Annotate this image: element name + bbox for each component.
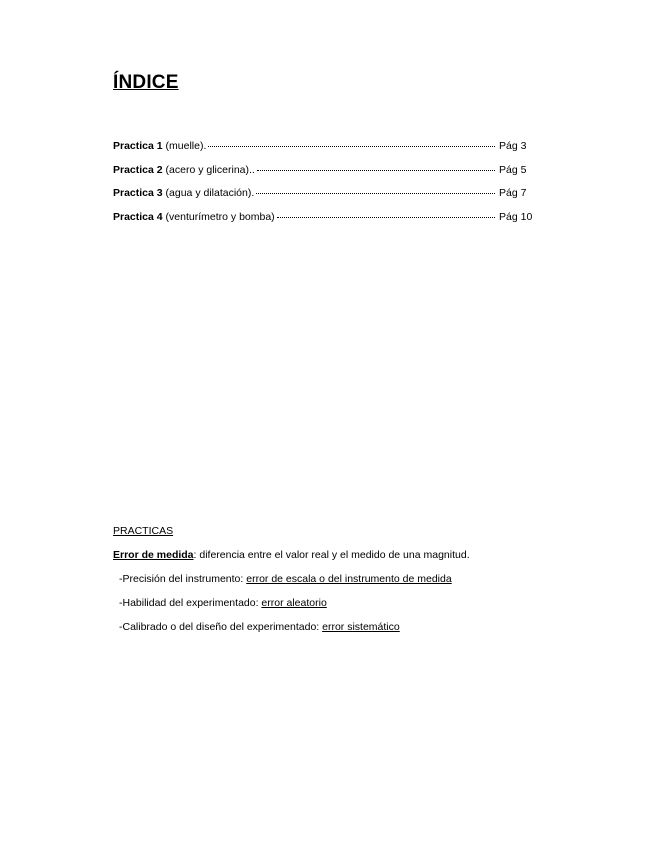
toc-entry-page: Pág 3 <box>499 140 527 152</box>
error-item-1 <box>113 572 573 596</box>
toc-entry-detail: (agua y dilatación). <box>162 187 255 199</box>
toc-entry-3 <box>113 187 533 211</box>
error-item-prefix: -Calibrado o del diseño del experimentado: <box>119 621 323 633</box>
error-definition-text: : diferencia entre el valor real y el medido de una magnitud. <box>193 549 470 561</box>
toc-entry-detail: (venturímetro y bomba) <box>162 210 275 223</box>
error-item-term: error sistemático <box>322 621 400 633</box>
toc-entry-label <box>113 211 275 223</box>
toc-leader-dots <box>256 193 495 194</box>
toc-entry-1 <box>113 140 533 164</box>
toc-entry-page: Pág 5 <box>499 163 527 176</box>
toc-entry-title: Practica 2 <box>113 163 163 176</box>
error-item-term: error de escala o del instrumento de medida <box>246 573 452 585</box>
toc-leader-dots <box>208 146 495 147</box>
table-of-contents <box>113 140 533 234</box>
toc-entry-detail: (muelle). <box>162 140 207 152</box>
error-item-prefix: -Habilidad del experimentado: <box>119 597 262 609</box>
error-item-term: error aleatorio <box>261 597 327 609</box>
toc-entry-title: Practica 3 <box>113 187 163 199</box>
toc-entry-4 <box>113 211 533 235</box>
practicas-section <box>113 524 573 644</box>
toc-entry-label <box>113 140 206 152</box>
error-item-2 <box>113 596 573 620</box>
toc-leader-dots <box>257 170 495 171</box>
toc-entry-page: Pág 7 <box>499 187 527 199</box>
section-heading: PRACTICAS <box>113 525 174 537</box>
toc-entry-label <box>113 164 255 176</box>
toc-entry-label <box>113 187 254 199</box>
error-item-prefix: -Precisión del instrumento: <box>119 573 247 585</box>
error-item-3 <box>113 620 573 644</box>
toc-entry-detail: (acero y glicerina).. <box>162 163 255 176</box>
error-definition <box>113 548 573 572</box>
toc-entry-title: Practica 1 <box>113 140 163 152</box>
toc-leader-dots <box>277 217 495 218</box>
toc-entry-title: Practica 4 <box>113 210 163 223</box>
toc-entry-2 <box>113 164 533 188</box>
page-title: ÍNDICE <box>113 72 179 93</box>
toc-entry-page: Pág 10 <box>499 210 533 223</box>
error-term: Error de medida <box>113 549 194 561</box>
